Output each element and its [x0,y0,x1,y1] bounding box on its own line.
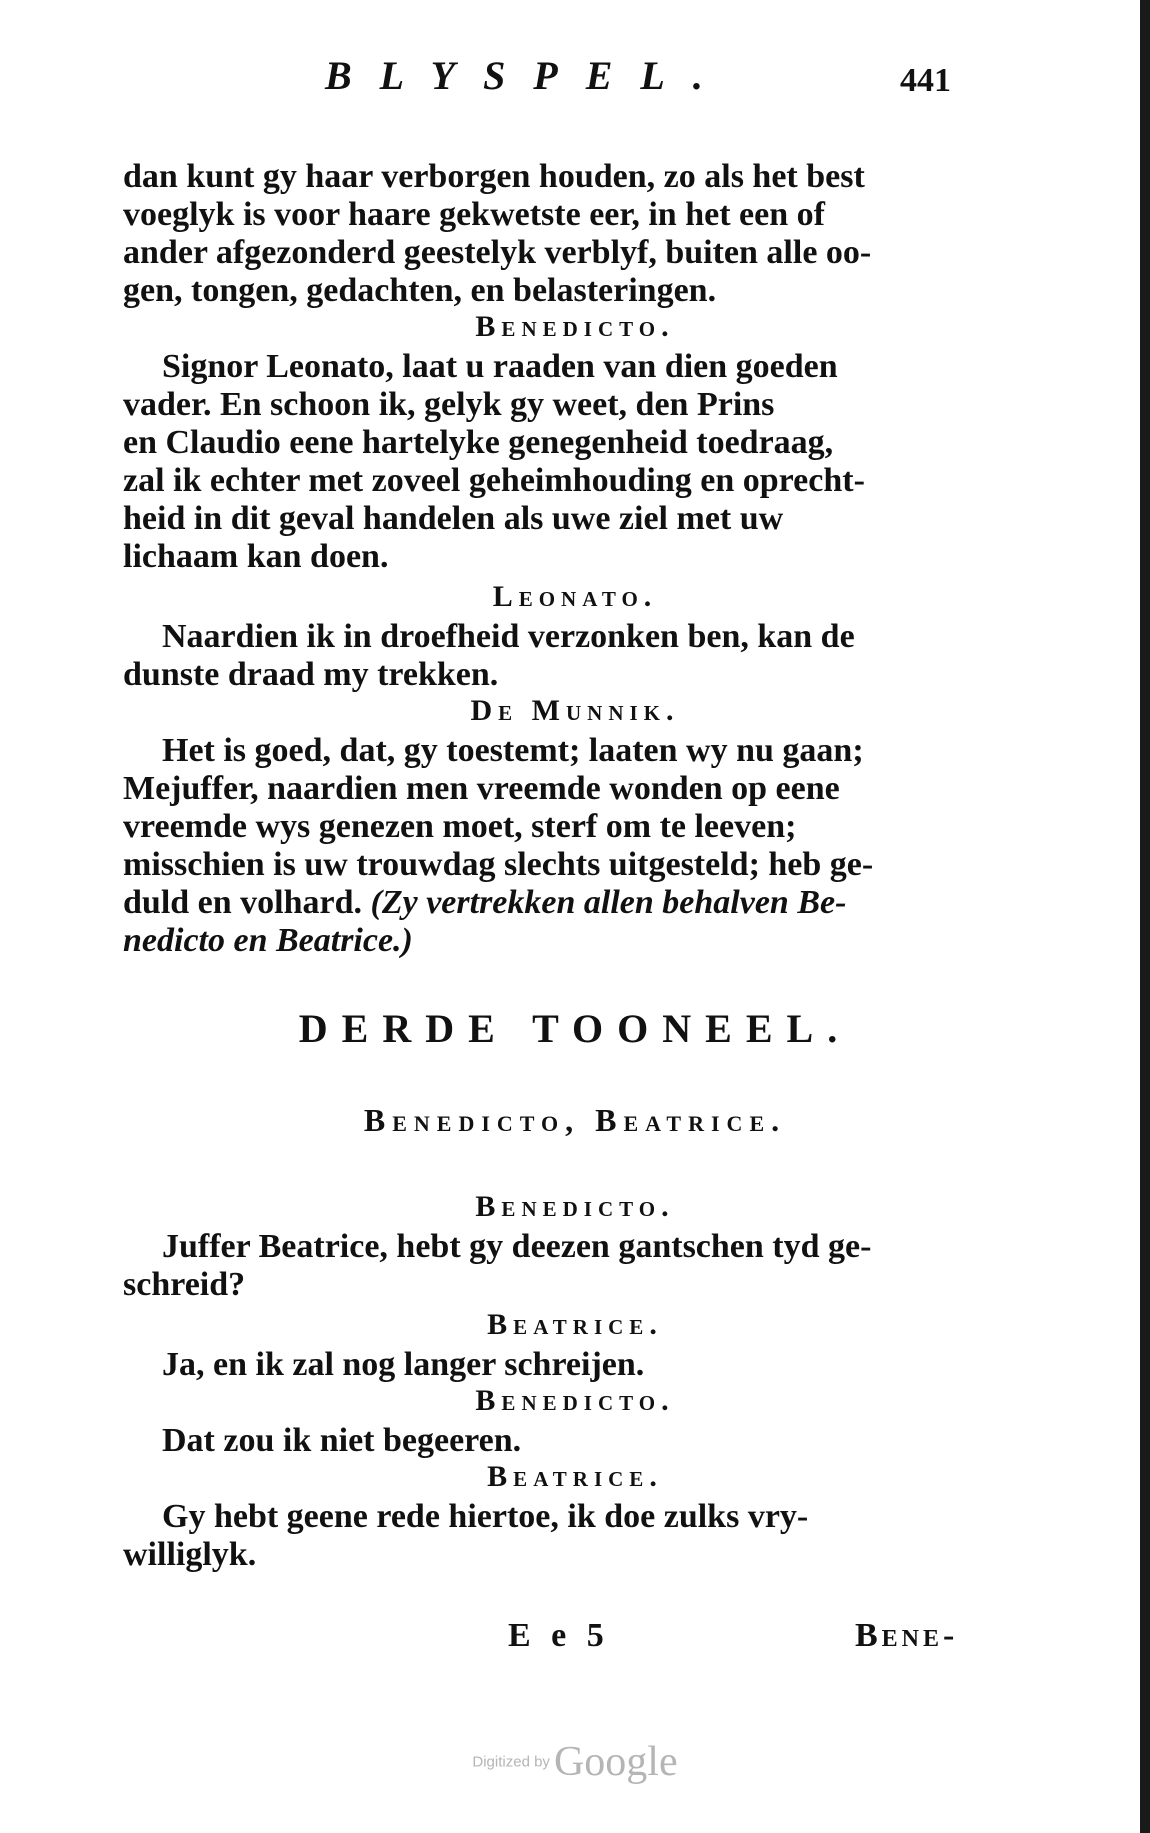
text-line: vreemde wys genezen moet, sterf om te leeven; [123,808,797,845]
running-title: BLYSPEL. [325,53,731,98]
text-line: zal ik echter met zoveel geheimhouding en oprecht- [123,462,865,499]
stage-direction: (Zy vertrekken allen behalven Be- [370,884,847,921]
text-line: voeglyk is voor haare gekwetste eer, in het een of [123,196,825,233]
google-logo: Google [553,1739,678,1785]
stage-direction: nedicto en Beatrice.) [123,922,413,959]
text-line: heid in dit geval handelen als uwe ziel met uw [123,500,784,537]
speaker-heading: Benedicto. [475,1384,675,1417]
text-line: williglyk. [123,1536,257,1573]
text-line: dan kunt gy haar verborgen houden, zo als het best [123,158,865,195]
page-footer [0,1617,1150,1657]
text-line: gen, tongen, gedachten, en belasteringen. [123,272,717,309]
speaker-heading: De Munnik. [470,694,680,727]
speaker-heading: Beatrice. [487,1460,663,1493]
speaker-heading: Benedicto. [475,310,675,343]
text-line: vader. En schoon ik, gelyk gy weet, den Prins [123,386,775,423]
text-line [123,884,963,922]
text-line: en Claudio eene hartelyke genegenheid toedraag, [123,424,834,461]
text-line: Ja, en ik zal nog langer schreijen. [162,1346,645,1383]
text-line: Juffer Beatrice, hebt gy deezen gantschen tyd ge- [162,1228,872,1265]
page-number: 441 [900,62,951,99]
text-line: Mejuffer, naardien men vreemde wonden op eene [123,770,840,807]
speaker-heading: Leonato. [492,580,658,613]
cast-list: Benedicto, Beatrice. [363,1102,787,1138]
text-line: Signor Leonato, laat u raaden van dien goeden [162,348,838,385]
text-line: schreid? [123,1266,246,1303]
digitization-watermark [0,1738,1150,1786]
text-line: dunste draad my trekken. [123,656,499,693]
watermark-prefix: Digitized by [472,1753,550,1771]
text-line: Het is goed, dat, gy toestemt; laaten wy nu gaan; [162,732,864,769]
text-line: misschien is uw trouwdag slechts uitgesteld; heb ge- [123,846,874,883]
text-line: Gy hebt geene rede hiertoe, ik doe zulks vry- [162,1498,809,1535]
text-line: ander afgezonderd geestelyk verblyf, buiten alle oo- [123,234,872,271]
page-edge-shadow [1140,0,1150,1833]
text-line: Naardien ik in droefheid verzonken ben, kan de [162,618,855,655]
text-line: Dat zou ik niet begeeren. [162,1422,522,1459]
page-header [0,52,1150,102]
speaker-heading: Beatrice. [487,1308,663,1341]
speaker-heading: Benedicto. [475,1190,675,1223]
text-line: lichaam kan doen. [123,538,389,575]
text-segment: duld en volhard. [123,884,363,921]
catchword: Bene- [855,1617,959,1654]
scene-title: DERDE TOONEEL. [298,1006,852,1051]
signature-mark: E e 5 [508,1617,610,1654]
